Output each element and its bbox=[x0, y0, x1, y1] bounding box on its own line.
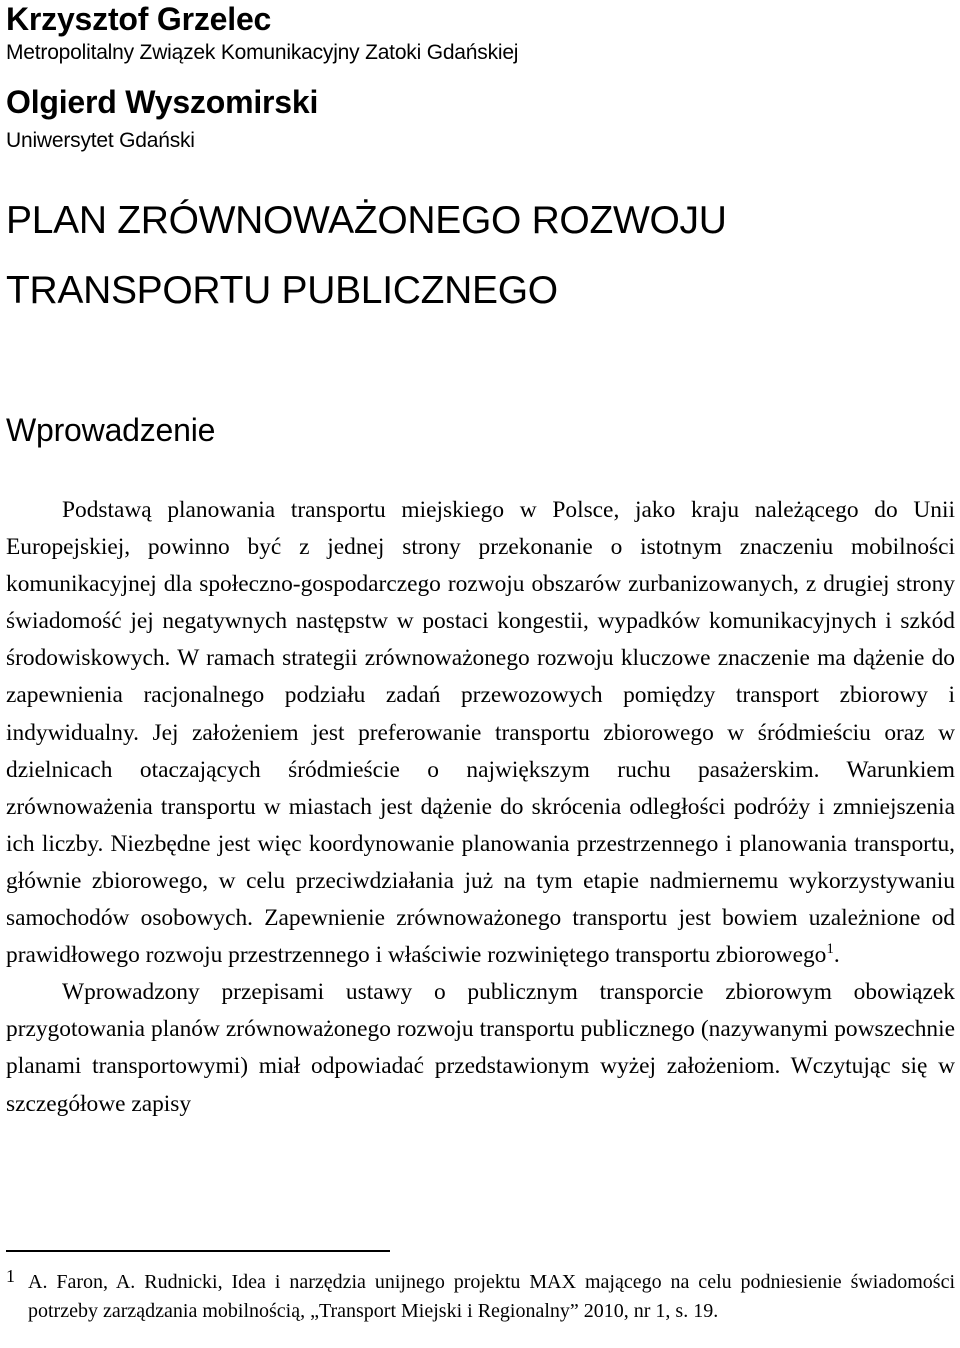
paper-title-line: TRANSPORTU PUBLICZNEGO bbox=[6, 269, 558, 312]
paper-title bbox=[6, 186, 955, 326]
footnote bbox=[6, 1268, 955, 1326]
footnote-reference[interactable]: 1 bbox=[826, 941, 834, 958]
paper-title-line: PLAN ZRÓWNOWAŻONEGO ROZWOJU bbox=[6, 199, 727, 242]
footnote-number: 1 bbox=[6, 1266, 15, 1286]
paragraph-text: Wprowadzony przepisami ustawy o publicznym transporcie zbiorowym obowiązek przygotowania planów zrównoważonego rozwoju transportu publicznego (nazywanymi powszechnie planami transportowymi) miał odpowiadać przedstawionym wyżej założeniom. Wczytując się w szczegółowe zapisy bbox=[6, 979, 955, 1117]
author-name: Krzysztof Grzelec bbox=[6, 1, 272, 37]
section-heading: Wprowadzenie bbox=[6, 412, 216, 448]
paragraph bbox=[6, 492, 955, 974]
body-text bbox=[6, 492, 955, 1123]
footnote-separator bbox=[6, 1250, 390, 1252]
footnote-text: A. Faron, A. Rudnicki, Idea i narzędzia unijnego projektu MAX mającego na celu podniesienie świadomości potrzeby zarządzania mobilnością, „Transport Miejski i Regionalny” 2010, nr 1, s. 19. bbox=[28, 1271, 955, 1322]
author-affiliation: Uniwersytet Gdański bbox=[6, 129, 195, 152]
author-affiliation: Metropolitalny Związek Komunikacyjny Zatoki Gdańskiej bbox=[6, 41, 519, 64]
paragraph bbox=[6, 974, 955, 1122]
author-name: Olgierd Wyszomirski bbox=[6, 84, 319, 120]
paragraph-end: . bbox=[833, 942, 840, 969]
paragraph-text: Podstawą planowania transportu miejskiego w Polsce, jako kraju należącego do Unii Europejskiej, powinno być z jednej strony przekonanie o istotnym znaczeniu mobilności komunikacyjnej dla społeczno-gospodarczego rozwoju obszarów zurbanizowanych, z drugiej strony świadomość jej negatywnych następstw w postaci kongestii, wypadków komunikacyjnych i szkód środowiskowych. W ramach strategii zrównoważonego rozwoju kluczowe znaczenie ma dążenie do zapewnienia racjonalnego podziału zadań przewozowych pomiędzy transport zbiorowy i indywidualny. Jej założeniem jest preferowanie transportu zbiorowego w śródmieściu oraz w dzielnicach otaczających śródmieście o największym ruchu pasażerskim. Warunkiem zrównoważenia transportu w miastach jest dążenie do skrócenia odległości podróży i zmniejszenia ich liczby. Niezbędne jest więc koordynowanie planowania przestrzennego i planowania transportu, głównie zbiorowego, w celu przeciwdziałania już na tym etapie nadmiernemu wykorzystywaniu samochodów osobowych. Zapewnienie zrównoważonego transportu jest bowiem uzależnione od prawidłowego rozwoju przestrzennego i właściwie rozwiniętego transportu zbiorowego bbox=[6, 497, 955, 969]
